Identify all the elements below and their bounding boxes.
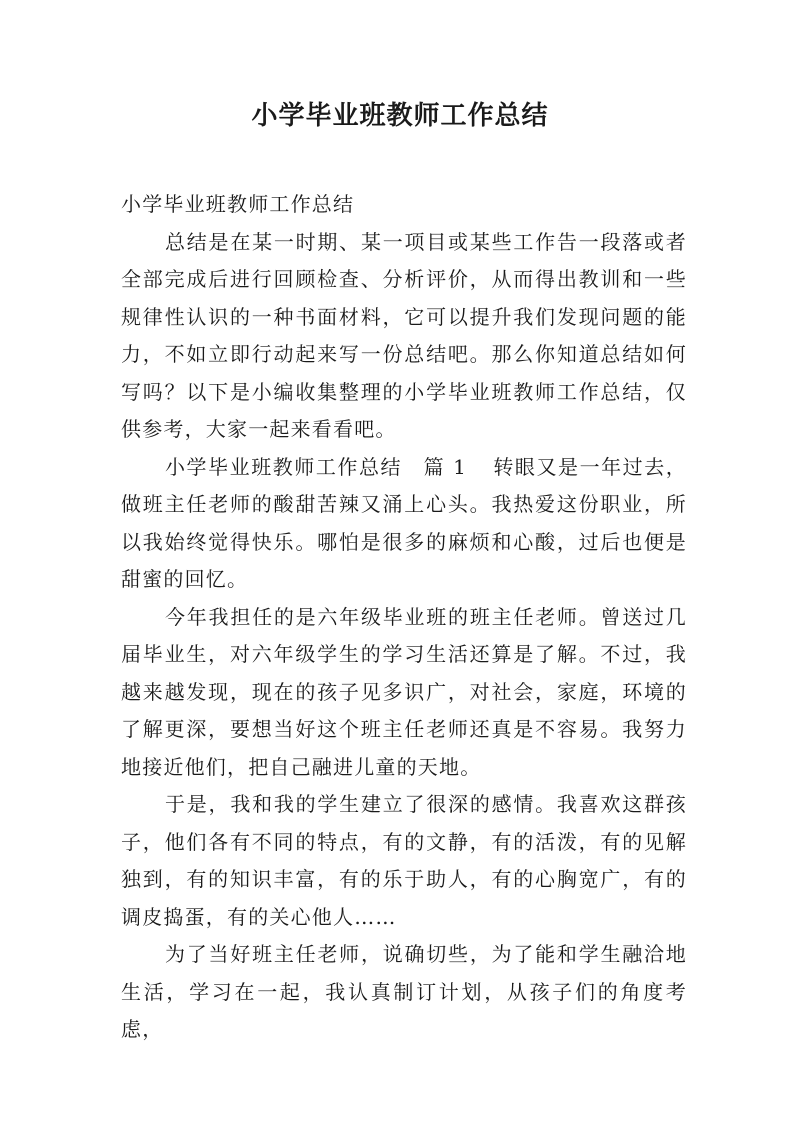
section-paragraph	[121, 449, 687, 599]
intro-paragraph: 总结是在某一时期、某一项目或某些工作告一段落或者全部完成后进行回顾检查、分析评价，从而得出教训和一些规律性认识的一种书面材料，它可以提升我们发现问题的能力，不如立即行动起来写一份总结吧。那么你知道总结如何写吗？以下是小编收集整理的小学毕业班教师工作总结，仅供参考，大家一起来看看吧。	[121, 229, 687, 441]
body-paragraph-1: 今年我担任的是六年级毕业班的班主任老师。曾送过几届毕业生，对六年级学生的学习生活还算是了解。不过，我越来越发现，现在的孩子见多识广，对社会，家庭，环境的了解更深，要想当好这个班主任老师还真是不容易。我努力地接近他们，把自己融进儿童的天地。	[121, 604, 687, 779]
body-paragraph-3: 为了当好班主任老师，说确切些，为了能和学生融洽地生活，学习在一起，我认真制订计划，从孩子们的角度考虑，	[121, 942, 687, 1041]
body-paragraph-2: 于是，我和我的学生建立了很深的感情。我喜欢这群孩子，他们各有不同的特点，有的文静，有的活泼，有的见解独到，有的知识丰富，有的乐于助人，有的心胸宽广，有的调皮捣蛋，有的关心他人……	[121, 792, 687, 929]
document-subtitle: 小学毕业班教师工作总结	[121, 192, 355, 216]
document-title: 小学毕业班教师工作总结	[251, 101, 549, 131]
section-heading: 小学毕业班教师工作总结 篇 1	[165, 454, 468, 479]
document-body	[121, 186, 687, 1049]
section-intro-text: 转眼又是一年过去，做班主任老师的酸甜苦辣又涌上心头。我热爱这份职业，所以我始终觉得快乐。哪怕是很多的麻烦和心酸，过后也便是甜蜜的回忆。	[121, 454, 687, 591]
